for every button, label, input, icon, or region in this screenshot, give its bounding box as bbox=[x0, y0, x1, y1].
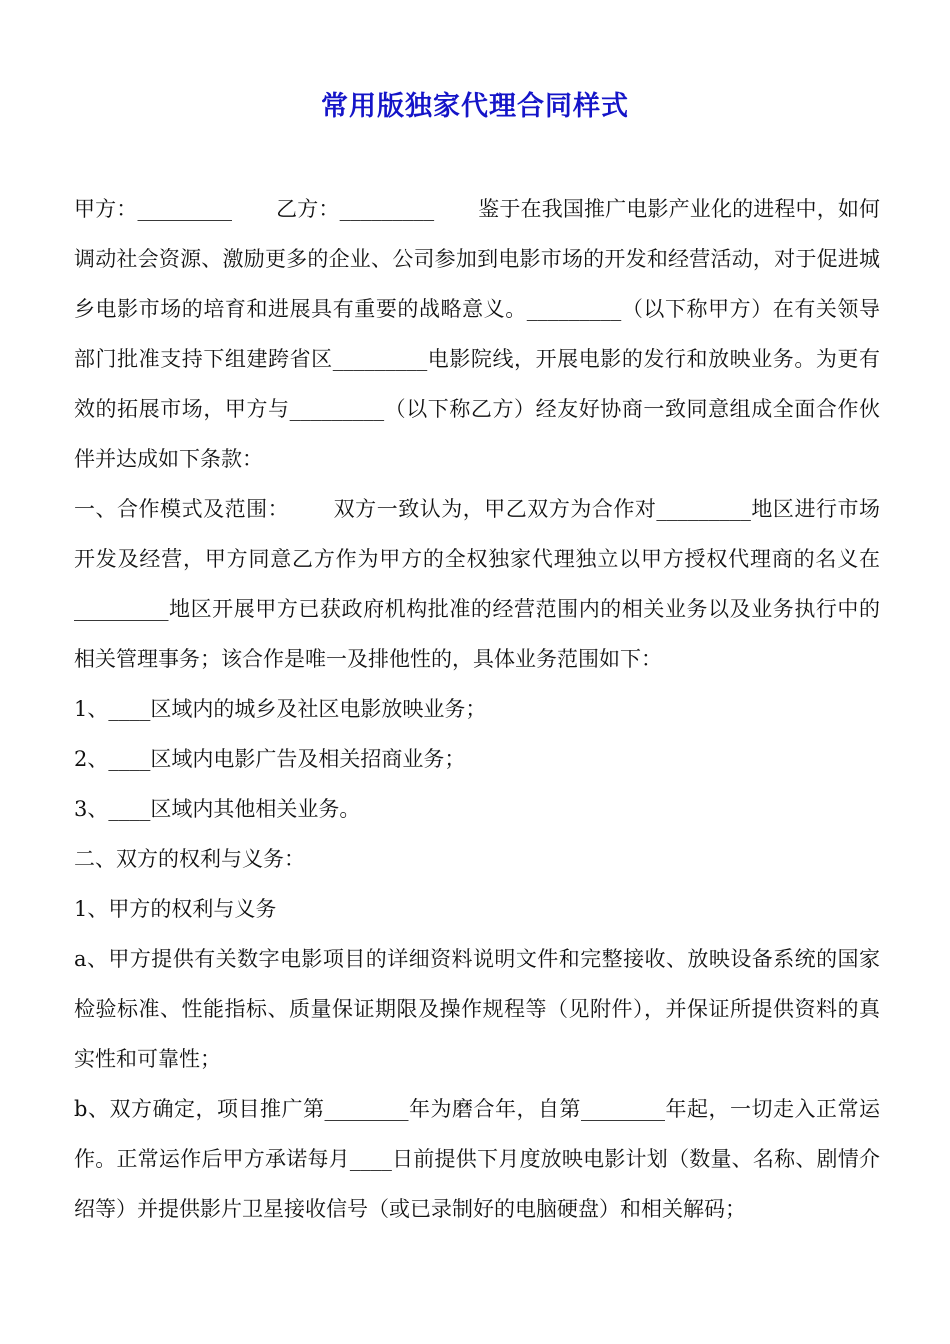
party-b-field: 乙方：_________ bbox=[275, 197, 435, 221]
section1-text: 双方一致认为，甲乙双方为合作对_________地区进行市场开发及经营，甲方同意乙方作为甲方的全权独家代理独立以甲方授权代理商的名义在_________地区开展甲方已获政府机构批准的经营范围内的相关业务以及业务执行中的相关管理事务；该合作是唯一及排他性的，具体业务范围如下： bbox=[74, 497, 880, 671]
party-a-field: 甲方：_________ bbox=[74, 197, 232, 221]
list-item: 1、____区域内的城乡及社区电影放映业务； bbox=[74, 697, 487, 721]
intro-paragraph bbox=[74, 184, 880, 484]
list-item: 3、____区域内其他相关业务。 bbox=[74, 797, 361, 821]
list-item: 2、____区域内电影广告及相关招商业务； bbox=[74, 747, 466, 771]
clause-a: a、甲方提供有关数字电影项目的详细资料说明文件和完整接收、放映设备系统的国家检验标准、性能指标、质量保证期限及操作规程等（见附件），并保证所提供资料的真实性和可靠性； bbox=[74, 947, 880, 1071]
intro-text: 鉴于在我国推广电影产业化的进程中，如何调动社会资源、激励更多的企业、公司参加到电影市场的开发和经营活动，对于促进城乡电影市场的培育和进展具有重要的战略意义。_________（以下称甲方）在有关领导部门批准支持下组建跨省区_________电影院线，开展电影的发行和放映业务。为更有效的拓展市场，甲方与_________（以下称乙方）经友好协商一致同意组成全面合作伙伴并达成如下条款： bbox=[74, 197, 881, 471]
clause-b: b、双方确定，项目推广第________年为磨合年，自第________年起，一切走入正常运作。正常运作后甲方承诺每月____日前提供下月度放映电影计划（数量、名称、剧情介绍等）并提供影片卫星接收信号（或已录制好的电脑硬盘）和相关解码； bbox=[74, 1097, 880, 1221]
section2-heading: 二、双方的权利与义务： bbox=[74, 847, 305, 871]
document-title: 常用版独家代理合同样式 bbox=[321, 91, 629, 122]
document-body bbox=[74, 184, 880, 1234]
section1-heading: 一、合作模式及范围： bbox=[74, 497, 290, 521]
section1-paragraph bbox=[74, 484, 880, 684]
section2-subheading: 1、甲方的权利与义务 bbox=[74, 897, 277, 921]
